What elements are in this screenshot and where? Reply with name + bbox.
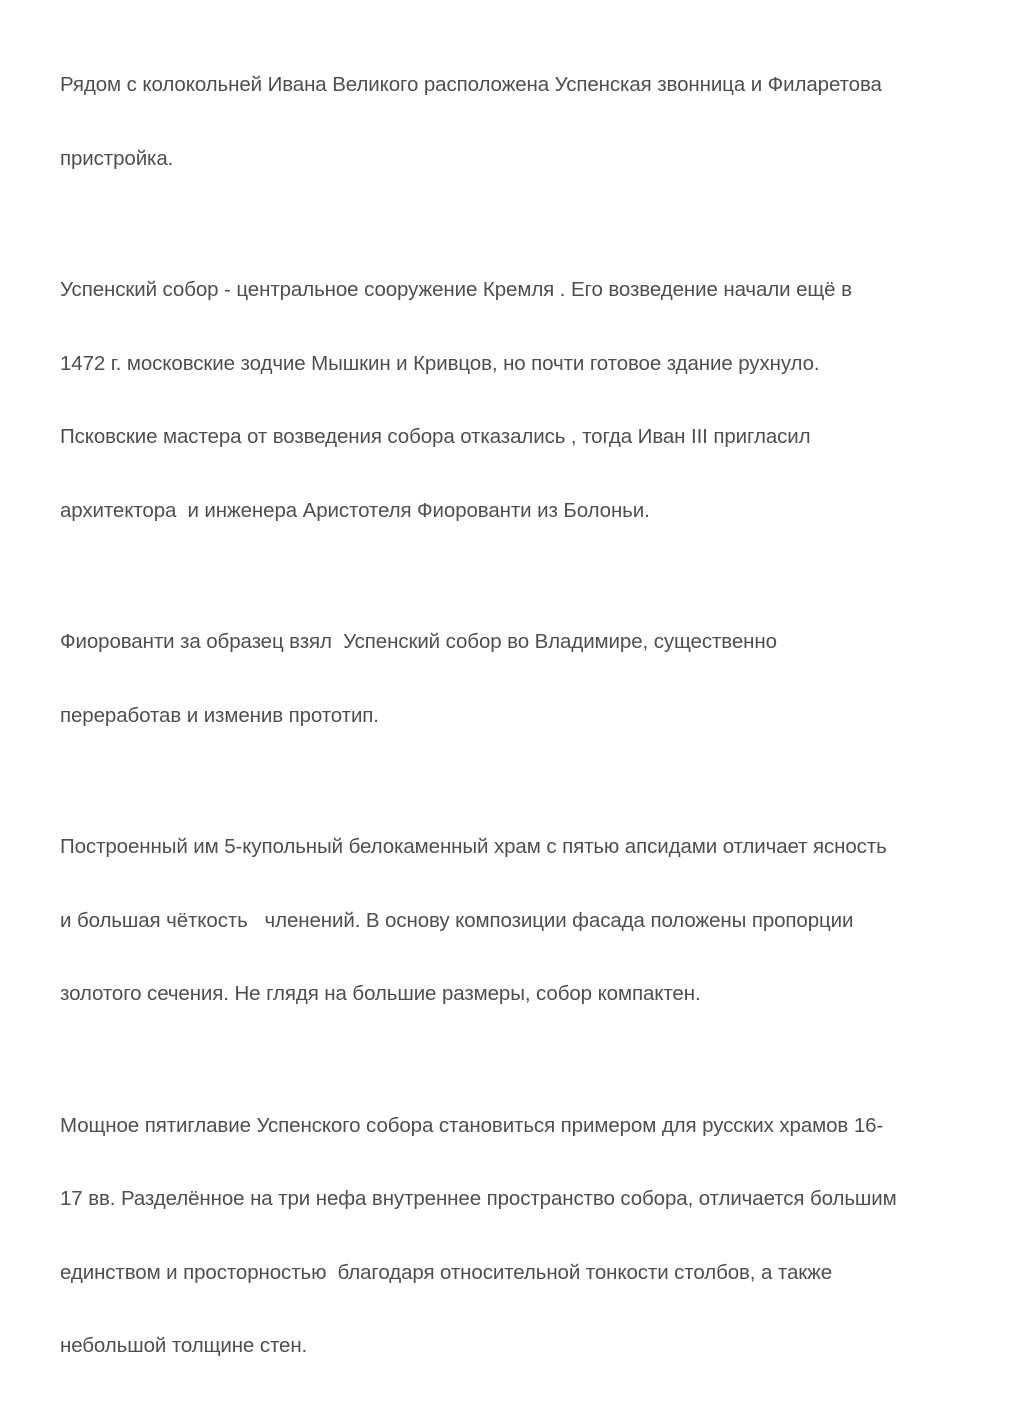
text-line: 1472 г. московские зодчие Мышкин и Кривцов, но почти готовое здание рухнуло. xyxy=(60,351,820,375)
text-line: Рядом с колокольней Ивана Великого расположена Успенская звонница и Филаретова xyxy=(60,73,882,96)
slide-text-body xyxy=(60,24,980,1417)
paragraph-belfry xyxy=(60,24,980,220)
paragraph-fioravanti xyxy=(60,581,980,777)
text-line: единством и просторностью благодаря относительной тонкости столбов, а также xyxy=(60,1260,833,1284)
text-line: Построенный им 5-купольный белокаменный храм с пятью апсидами отличает ясность xyxy=(60,835,887,858)
text-line: золотого сечения. Не глядя на большие размеры, собор компактен. xyxy=(60,982,701,1005)
text-line: небольшой толщине стен. xyxy=(60,1334,308,1357)
text-line: Псковские мастера от возведения собора отказались , тогда Иван III пригласил xyxy=(60,425,811,448)
text-line: и большая чёткость членений. В основу композиции фасада положены пропорции xyxy=(60,908,854,932)
text-line: переработав и изменив прототип. xyxy=(60,703,379,727)
paragraph-architecture xyxy=(60,786,980,1056)
text-line: архитектора и инженера Аристотеля Фиорованти из Болоньи. xyxy=(60,498,650,522)
text-line: Мощное пятиглавие Успенского собора становиться примером для русских храмов 16- xyxy=(60,1113,884,1137)
text-line: Успенский собор - центральное сооружение Кремля . Его возведение начали ещё в xyxy=(60,278,852,301)
paragraph-cathedral-history xyxy=(60,229,980,572)
text-line: 17 вв. Разделённое на три нефа внутреннее пространство собора, отличается большим xyxy=(60,1187,897,1210)
text-line: пристройка. xyxy=(60,146,174,170)
paragraph-domes xyxy=(60,1065,980,1408)
text-line: Фиорованти за образец взял Успенский собор во Владимире, существенно xyxy=(60,630,777,653)
